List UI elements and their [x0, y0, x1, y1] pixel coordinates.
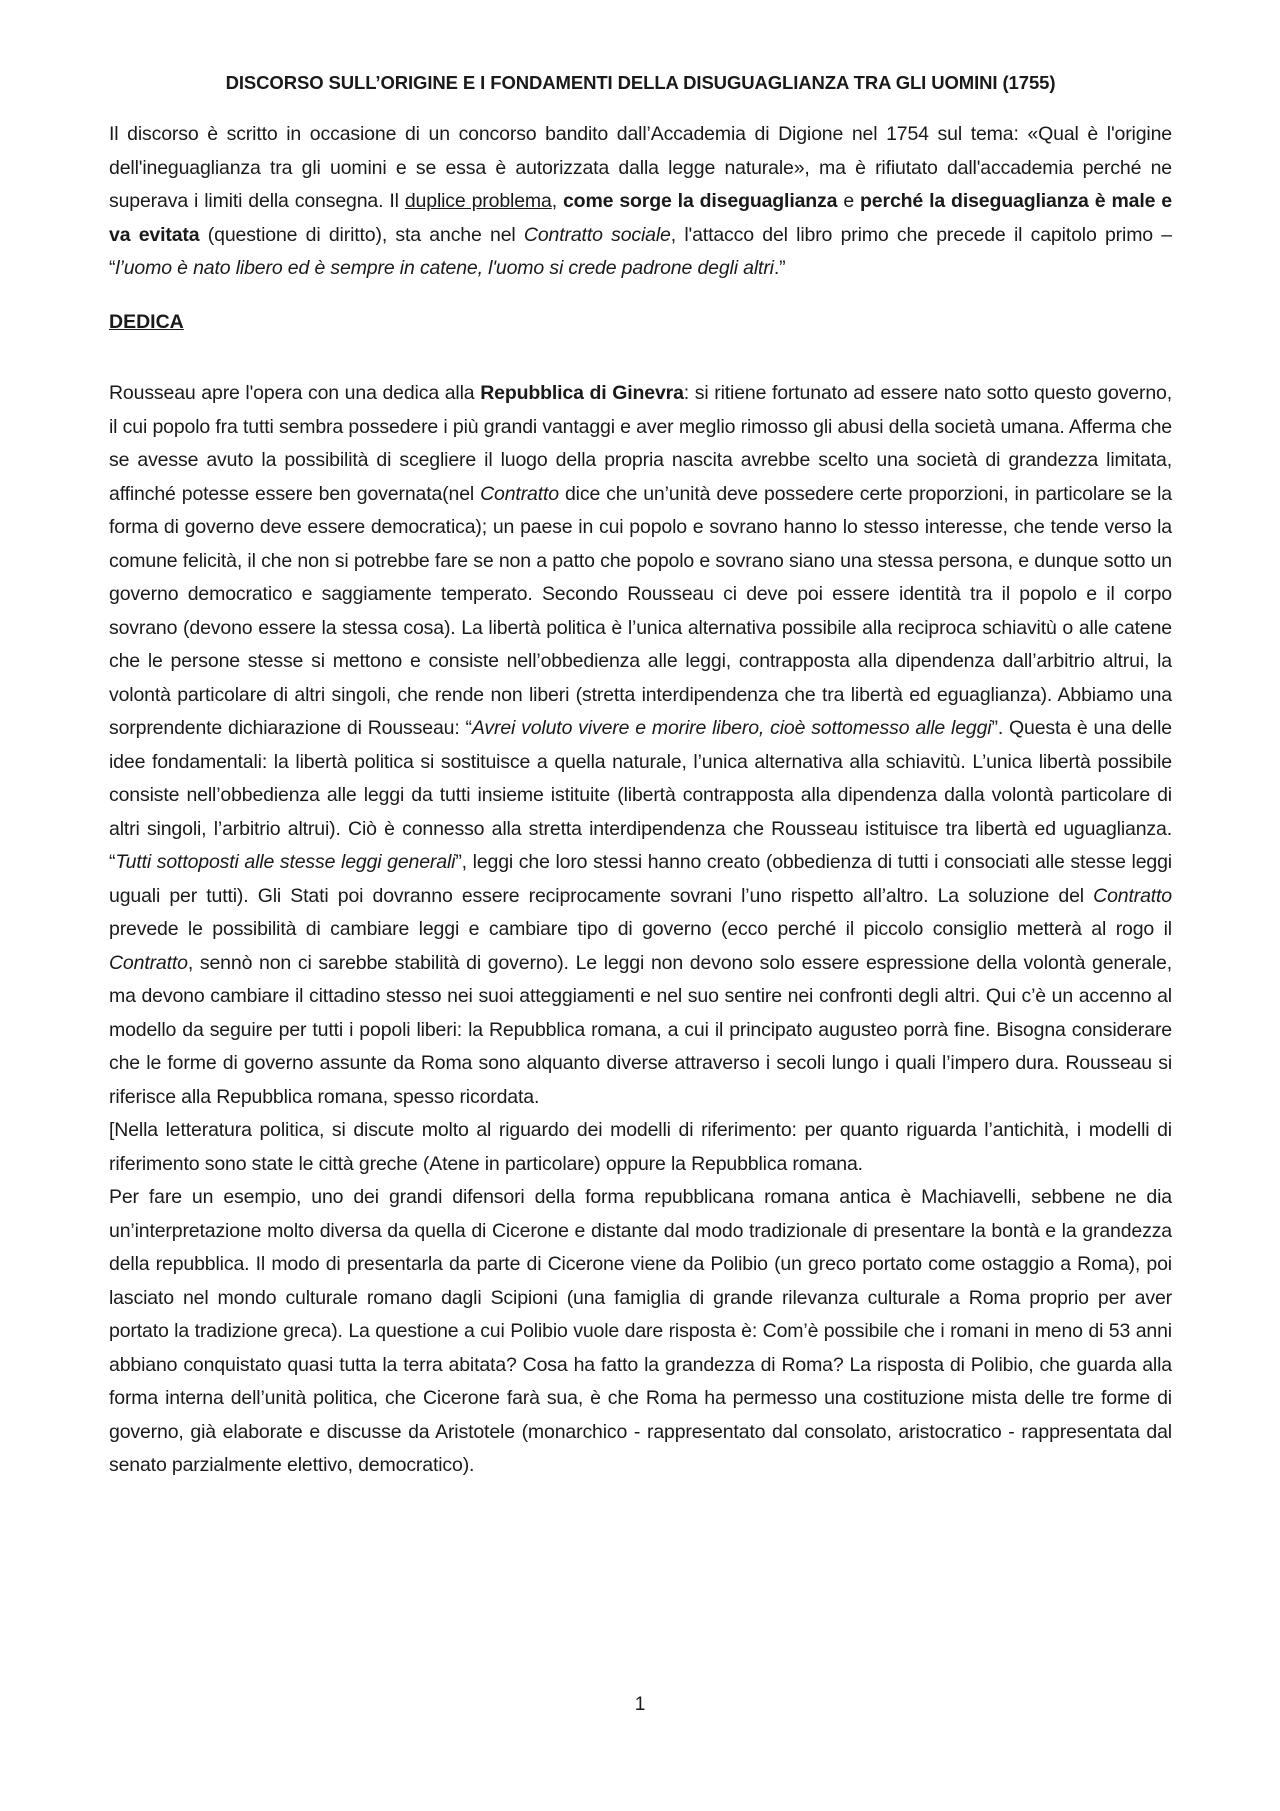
dedica-paragraph — [109, 377, 1172, 1114]
body-text: Rousseau apre l'opera con una dedica alla — [109, 382, 481, 404]
italic-title: Contratto — [109, 951, 188, 974]
intro-text: Il discorso è scritto in occasione di un concorso bandito dall’Accademia di Digione nel 1754 sul tema: «Qual è l'origine dell'ineguaglianza tra gli uomini e se essa è autorizzata dalla legge naturale», ma è rifiutato dall'accademia perché ne superava i limiti della consegna. Il — [109, 123, 1172, 212]
page-number: 1 — [634, 1694, 646, 1715]
intro-text: .” — [773, 257, 786, 279]
body-text: ”, leggi che loro stessi hanno creato (obbedienza di tutti i consociati alle stesse leggi uguali per tutti). Gli Stati poi dovranno essere reciprocamente sovrani l’uno rispetto all’altro. La soluzione del — [109, 851, 1172, 907]
italic-title: Contratto sociale — [523, 223, 671, 246]
intro-text: , — [551, 190, 563, 212]
bold-phrase: come sorge la diseguaglianza — [562, 190, 838, 212]
bold-phrase: perché la diseguaglianza è male e va evitata — [109, 190, 1172, 246]
bracket-paragraph: [Nella letteratura politica, si discute molto al riguardo dei modelli di riferimento: per quanto riguarda l’antichità, i modelli di riferimento sono state le città greche (Atene in particolare) oppure la Repubblica romana. — [109, 1119, 1172, 1175]
italic-quote: Tutti sottoposti alle stesse leggi generali — [115, 851, 456, 873]
body-text: ”. Questa è una delle idee fondamentali: la libertà politica si sostituisce a quella naturale, l’unica alternativa alla schiavitù. L’unica libertà possibile consiste nell’obbedienza alle leggi da tutti insieme istituite (libertà contrapposta alla dipendenza dalla volontà particolare di altri singoli, l’arbitrio altrui). Ciò è connesso alla stretta interdipendenza che Rousseau istituisce tra libertà ed uguaglianza. “ — [109, 717, 1172, 873]
italic-quote: l’uomo è nato libero ed è sempre in catene, l'uomo si crede padrone degli altri — [115, 257, 774, 279]
machiavelli-paragraph: Per fare un esempio, uno dei grandi difensori della forma repubblicana romana antica è Machiavelli, sebbene ne dia un’interpretazione molto diversa da quella di Cicerone e distante dal modo tradizionale di presentare la bontà e la grandezza della repubblica. Il modo di presentarla da parte di Cicerone viene da Polibio (un greco portato come ostaggio a Roma), poi lasciato nel mondo culturale romano dagli Scipioni (una famiglia di grande rilevanza culturale a Roma proprio per aver portato la tradizione greca). La questione a cui Polibio vuole dare risposta è: Com’è possibile che i romani in meno di 53 anni abbiano conquistato quasi tutta la terra abitata? Cosa ha fatto la grandezza di Roma? La risposta di Polibio, che guarda alla forma interna dell’unità politica, che Cicerone farà sua, è che Roma ha permesso una costituzione mista delle tre forme di governo, già elaborate e discusse da Aristotele (monarchico - rappresentato dal consolato, aristocratico - rappresentata dal senato parzialmente elettivo, democratico). — [109, 1186, 1172, 1476]
intro-text: e — [837, 190, 861, 212]
page-content — [109, 70, 1172, 1483]
document-title: DISCORSO SULL’ORIGINE E I FONDAMENTI DELLA DISUGUAGLIANZA TRA GLI UOMINI (1755) — [225, 72, 1056, 93]
intro-text: (questione di diritto), sta anche nel — [199, 223, 524, 246]
intro-text: , l'attacco del libro primo che precede il capitolo primo – “ — [109, 223, 1172, 279]
body-text: : si ritiene fortunato ad essere nato sotto questo governo, il cui popolo fra tutti sembra possedere i più grandi vantaggi e aver meglio rimosso gli abusi della società umana. Afferma che se avesse avuto la possibilità di scegliere il luogo della propria nascita avrebbe scelto una società di grandezza limitata, affinché potesse essere ben governata(nel — [109, 382, 1173, 505]
italic-quote: Avrei voluto vivere e morire libero, cioè sottomesso alle leggi — [471, 717, 992, 739]
intro-paragraph — [109, 118, 1172, 286]
body-text: dice che un’unità deve possedere certe proporzioni, in particolare se la forma di governo deve essere democratica); un paese in cui popolo e sovrano hanno lo stesso interesse, che tende verso la comune felicità, il che non si potrebbe fare se non a patto che popolo e sovrano siano una stessa persona, e dunque sotto un governo democratico e saggiamente temperato. Secondo Rousseau ci deve poi essere identità tra il popolo e il corpo sovrano (devono essere la stessa cosa). La libertà politica è l’unica alternativa possibile alla reciproca schiavitù o alle catene che le persone stesse si mettono e consiste nell’obbedienza alle leggi, contrapposta alla dipendenza dall’arbitrio altrui, la volontà particolare di altri singoli, che rende non liberi (stretta interdipendenza che tra libertà ed eguaglianza). Abbiamo una sorprendente dichiarazione di Rousseau: “ — [109, 482, 1172, 739]
bold-phrase: Repubblica di Ginevra — [480, 382, 684, 404]
italic-title: Contratto — [1093, 884, 1172, 907]
section-heading-dedica: DEDICA — [109, 310, 184, 333]
underlined-phrase: duplice problema — [404, 190, 552, 212]
italic-title: Contratto — [480, 482, 559, 505]
body-text: prevede le possibilità di cambiare leggi e cambiare tipo di governo (ecco perché il piccolo consiglio metterà al rogo il — [109, 918, 1172, 940]
body-text: , sennò non ci sarebbe stabilità di governo). Le leggi non devono solo essere espressione della volontà generale, ma devono cambiare il cittadino stesso nei suoi atteggiamenti e nel suo sentire nei confronti degli altri. Qui c’è un accenno al modello da seguire per tutti i popoli liberi: la Repubblica romana, a cui il principato augusteo porrà fine. Bisogna considerare che le forme di governo assunte da Roma sono alquanto diverse attraverso i secoli lungo i quali l’impero dura. Rousseau si riferisce alla Repubblica romana, spesso ricordata. — [109, 951, 1172, 1108]
